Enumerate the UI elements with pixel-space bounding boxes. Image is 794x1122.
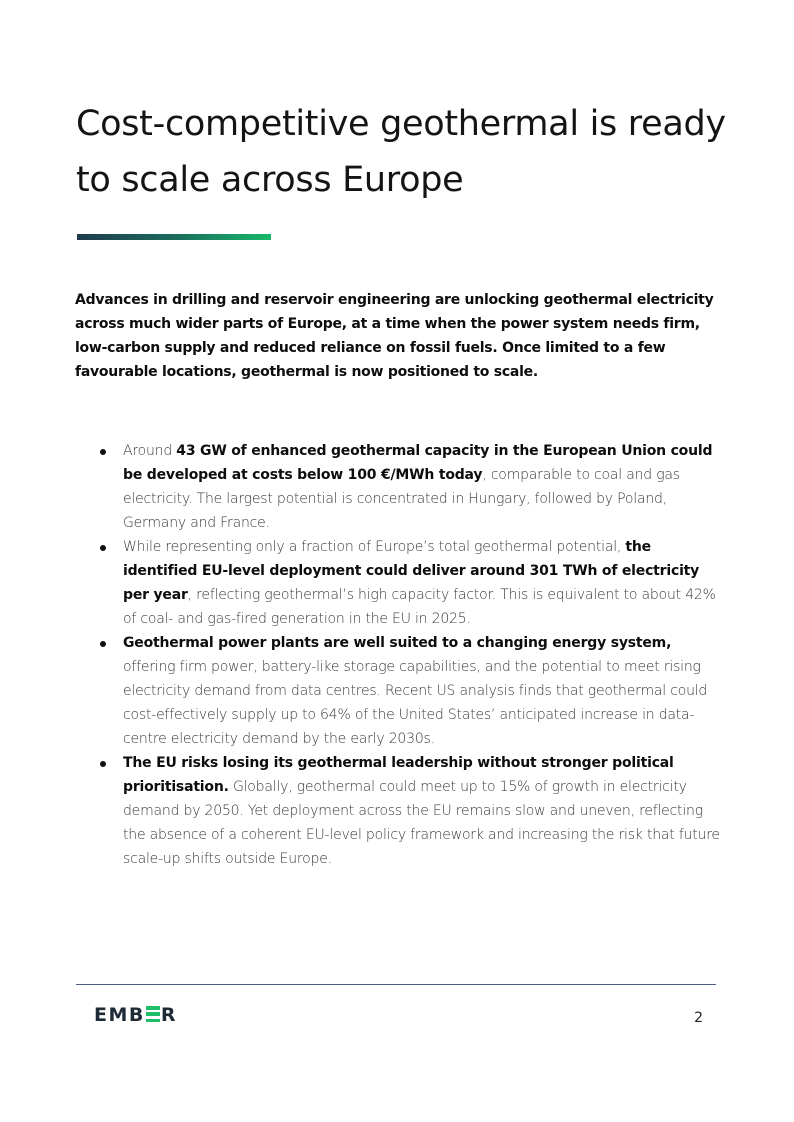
bullet-text-bold: Geothermal power plants are well suited to a changing energy system, [123, 635, 672, 651]
list-item [98, 631, 720, 751]
bullet-text-bold: 43 GW of enhanced geothermal capacity in the European Union could be developed at costs below 100 €/MWh today [123, 443, 713, 483]
bullet-text-post: Globally, geothermal could meet up to 15% of growth in electricity demand by 2050. Yet deployment across the EU remains slow and uneven, reflecting the absence of a coherent EU-level policy framework and increasing the risk that future scale-up shifts outside Europe. [123, 779, 720, 867]
bullet-text-bold: the identified EU-level deployment could deliver around 301 TWh of electricity per year [123, 539, 700, 603]
list-item [98, 439, 720, 535]
bullet-text-pre: Around [123, 443, 177, 459]
bullet-text-post: , comparable to coal and gas electricity. The largest potential is concentrated in Hungary, followed by Poland, Germany and France. [123, 467, 680, 531]
bullet-text-post: , reflecting geothermal’s high capacity factor. This is equivalent to about 42% of coal- and gas-fired generation in the EU in 2025. [123, 587, 716, 627]
footer-divider [76, 984, 716, 985]
page-number: 2 [694, 1010, 703, 1026]
list-item [98, 535, 720, 631]
list-item [98, 751, 720, 871]
title-accent-bar [77, 234, 271, 240]
lead-paragraph: Advances in drilling and reservoir engineering are unlocking geothermal electricity across much wider parts of Europe, at a time when the power system needs firm, low-carbon supply and reduced reliance on fossil fuels. Once limited to a few favourable locations, geothermal is now positioned to scale. [75, 292, 714, 380]
bullet-text-pre: While representing only a fraction of Europe’s total geothermal potential, [123, 539, 626, 555]
bullet-text-bold: The EU risks losing its geothermal leadership without stronger political prioritisation. [123, 755, 674, 795]
logo-e-mark-icon [146, 1006, 160, 1022]
logo-text-part: R [160, 1004, 178, 1026]
bullet-text-post: offering firm power, battery-like storage capabilities, and the potential to meet rising electricity demand from data centres. Recent US analysis finds that geothermal could cost-effectively supply up to 64% of the United States’ anticipated increase in data-centre electricity demand by the early 2030s. [123, 659, 708, 747]
page-title: Cost-competitive geothermal is ready to scale across Europe [76, 104, 726, 200]
ember-logo [94, 1005, 177, 1025]
key-findings-list [98, 439, 720, 871]
logo-text-part: EMB [94, 1004, 145, 1026]
